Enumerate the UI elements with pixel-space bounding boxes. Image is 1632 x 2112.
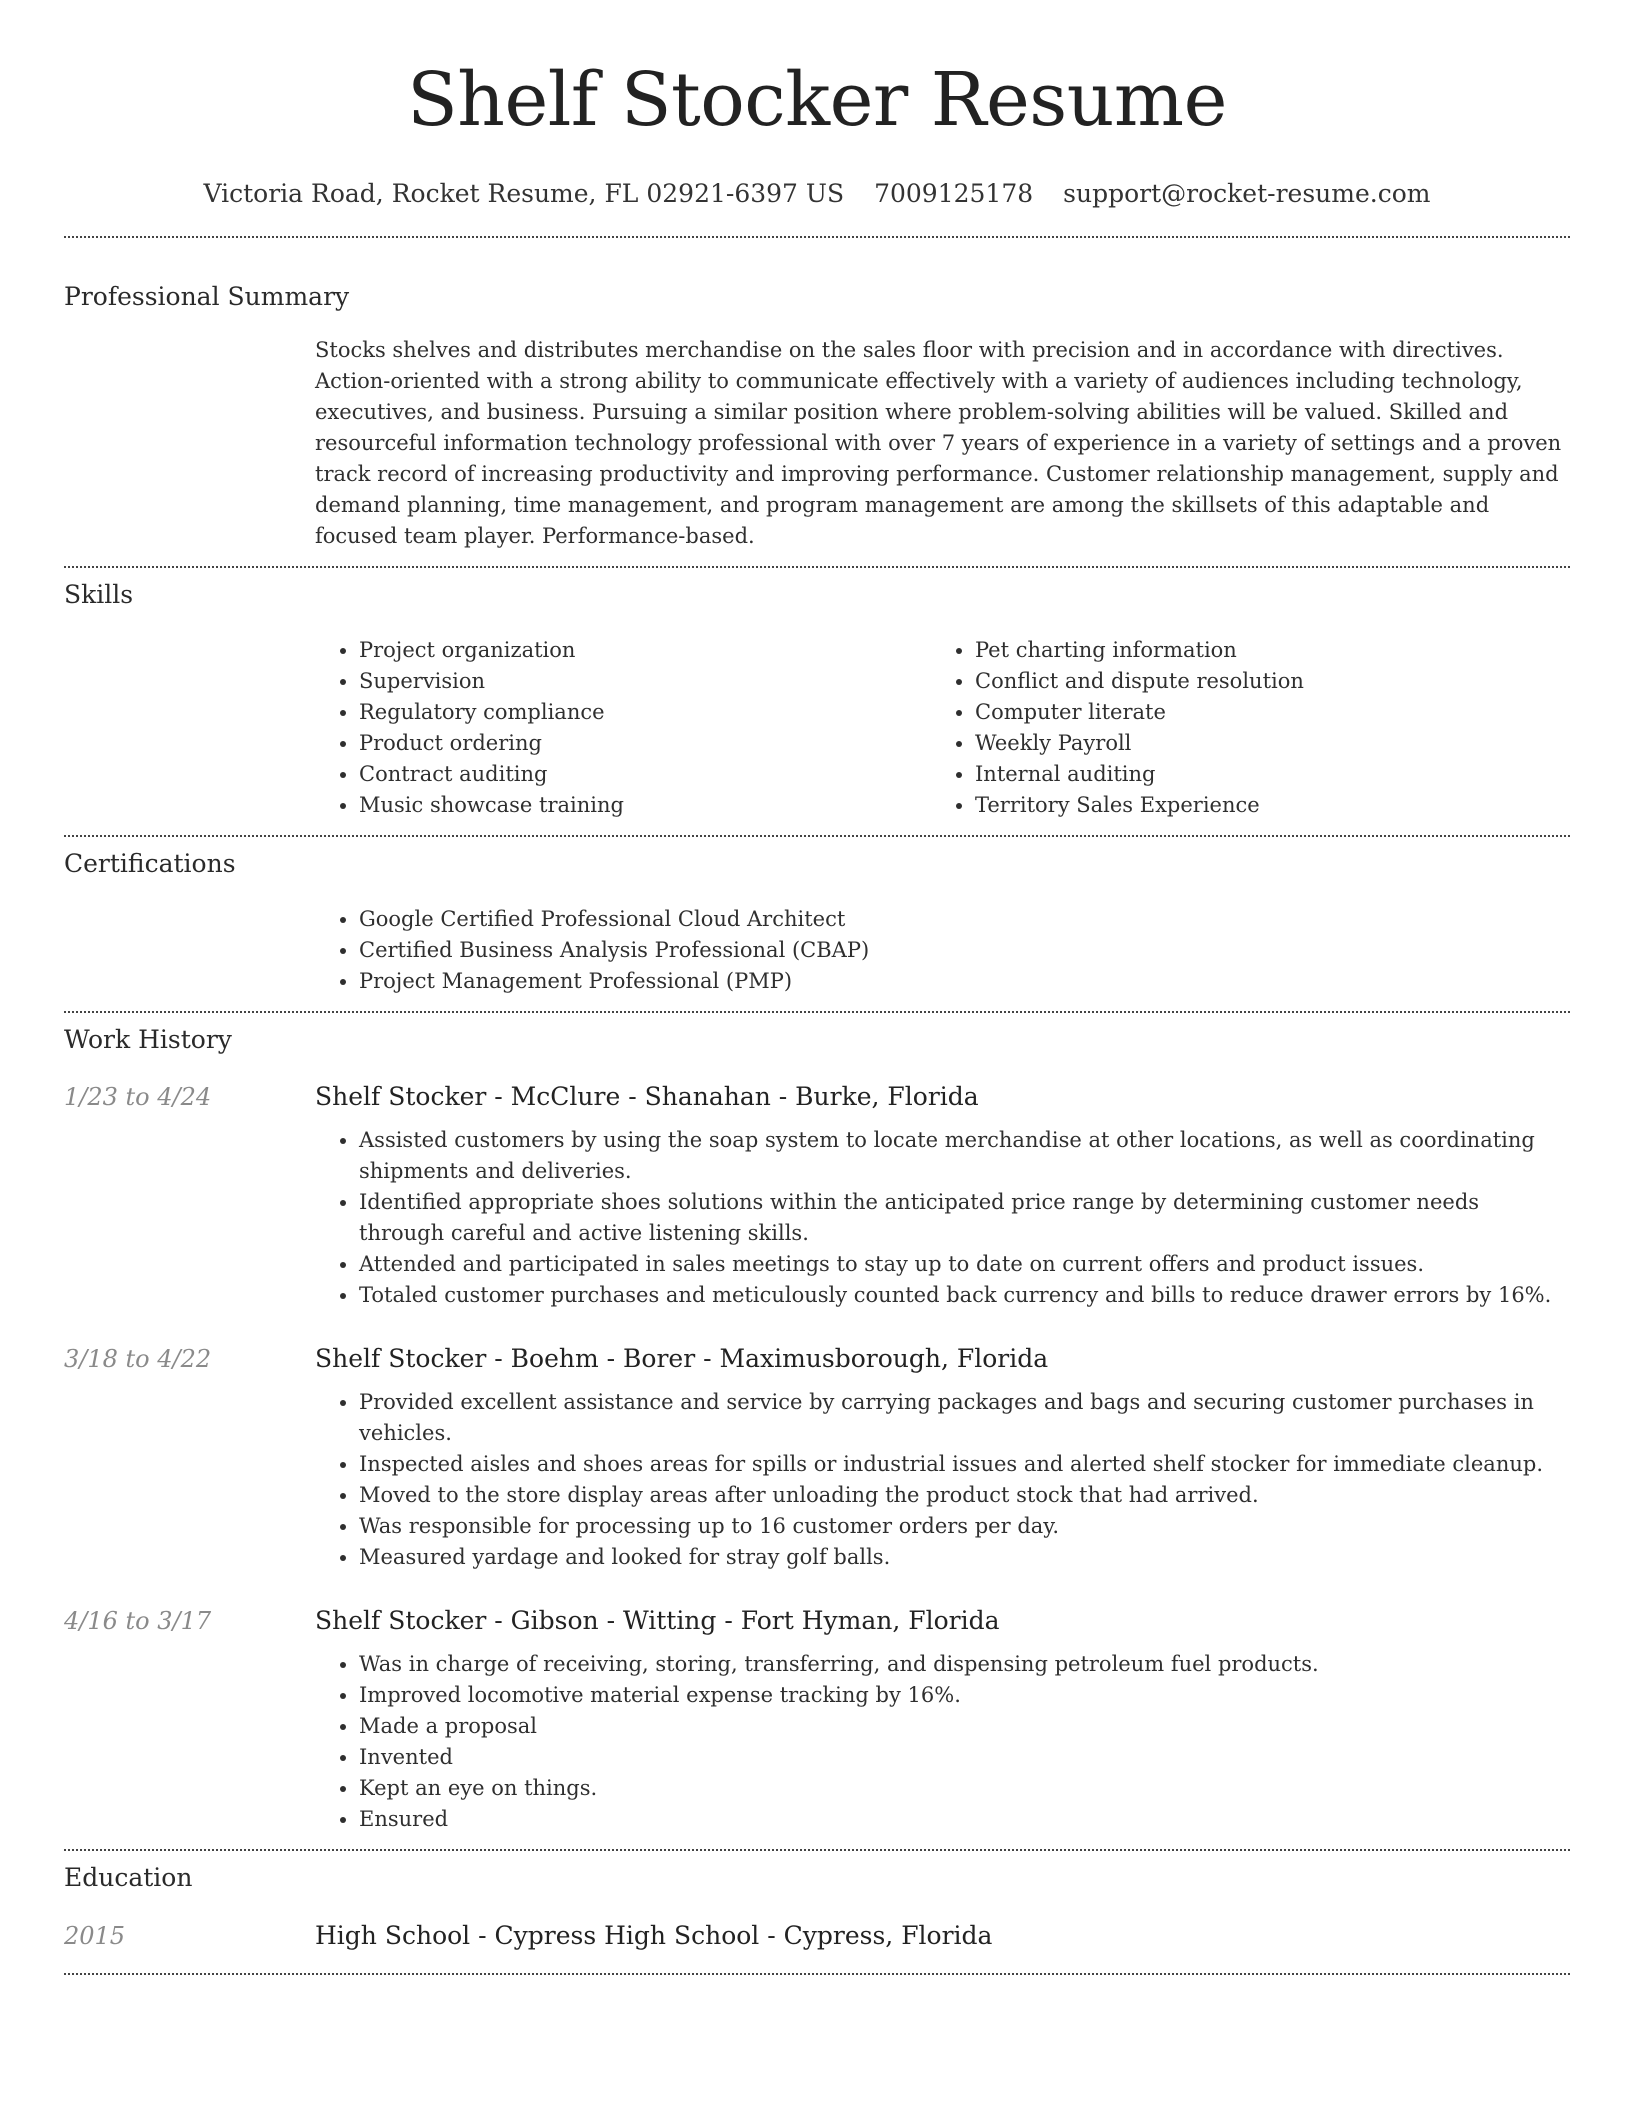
job-duties bbox=[315, 1649, 1570, 1835]
skills-list bbox=[315, 635, 1570, 821]
summary-text: Stocks shelves and distributes merchandise on the sales floor with precision and in accordance with directives. Action-oriented with a strong ability to communicate effectively with a variety of audiences including technology, executives, and business. Pursuing a similar position where problem-solving abilities will be valued. Skilled and resourceful information technology professional with over 7 years of experience in a variety of settings and a proven track record of increasing productivity and improving performance. Customer relationship management, supply and demand planning, time management, and program management are among the skillsets of this adaptable and focused team player. Performance-based. bbox=[315, 338, 1562, 548]
divider bbox=[64, 1849, 1570, 1851]
duty-item: • Ensured bbox=[359, 1804, 1570, 1835]
divider bbox=[64, 236, 1570, 238]
job-dates: 1/23 to 4/24 bbox=[64, 1083, 212, 1111]
certification-item: • Google Certified Professional Cloud Architect bbox=[359, 904, 1570, 935]
skills-column-left bbox=[315, 635, 931, 821]
job-dates: 3/18 to 4/22 bbox=[64, 1345, 212, 1373]
skills-column-right bbox=[931, 635, 1547, 821]
job-title: Shelf Stocker - McClure - Shanahan - Burke, Florida bbox=[315, 1082, 979, 1111]
job-header bbox=[64, 1605, 1570, 1637]
job-entry bbox=[64, 1081, 1570, 1311]
certifications-heading: Certifications bbox=[64, 849, 236, 878]
divider bbox=[64, 1011, 1570, 1013]
divider bbox=[64, 835, 1570, 837]
contact-line bbox=[64, 178, 1570, 210]
skills-heading: Skills bbox=[64, 580, 134, 609]
duty-item: • Was in charge of receiving, storing, transferring, and dispensing petroleum fuel products. bbox=[359, 1649, 1570, 1680]
skill-item: • Conflict and dispute resolution bbox=[975, 666, 1547, 697]
contact-address: Victoria Road, Rocket Resume, FL 02921-6397 US bbox=[203, 179, 845, 208]
contact-phone: 7009125178 bbox=[874, 179, 1034, 208]
certifications-list bbox=[315, 904, 1570, 997]
job-title: Shelf Stocker - Gibson - Witting - Fort Hyman, Florida bbox=[315, 1606, 1000, 1635]
duty-item: • Kept an eye on things. bbox=[359, 1773, 1570, 1804]
job-entry bbox=[64, 1343, 1570, 1573]
job-dates: 4/16 to 3/17 bbox=[64, 1607, 212, 1635]
duty-item: • Was responsible for processing up to 16 customer orders per day. bbox=[359, 1511, 1570, 1542]
duty-item: • Moved to the store display areas after unloading the product stock that had arrived. bbox=[359, 1480, 1570, 1511]
skill-item: • Project organization bbox=[359, 635, 931, 666]
resume-page bbox=[64, 0, 1570, 1975]
skill-item: • Product ordering bbox=[359, 728, 931, 759]
resume-title: Shelf Stocker Resume bbox=[407, 57, 1227, 143]
duty-item: • Invented bbox=[359, 1742, 1570, 1773]
education-entry bbox=[64, 1920, 1570, 1952]
divider bbox=[64, 1973, 1570, 1975]
duty-item: • Totaled customer purchases and meticulously counted back currency and bills to reduce drawer errors by 16%. bbox=[359, 1280, 1570, 1311]
duty-item: • Assisted customers by using the soap system to locate merchandise at other locations, as well as coordinating shipments and deliveries. bbox=[359, 1125, 1570, 1187]
job-entry bbox=[64, 1605, 1570, 1835]
education-school: High School - Cypress High School - Cypress, Florida bbox=[315, 1921, 993, 1950]
skill-item: • Internal auditing bbox=[975, 759, 1547, 790]
summary-heading: Professional Summary bbox=[64, 282, 350, 311]
duty-item: • Improved locomotive material expense tracking by 16%. bbox=[359, 1680, 1570, 1711]
skill-item: • Weekly Payroll bbox=[975, 728, 1547, 759]
skill-item: • Contract auditing bbox=[359, 759, 931, 790]
certification-item: • Certified Business Analysis Professional (CBAP) bbox=[359, 935, 1570, 966]
job-duties bbox=[315, 1387, 1570, 1573]
education-heading: Education bbox=[64, 1863, 193, 1892]
job-duties bbox=[315, 1125, 1570, 1311]
skill-item: • Pet charting information bbox=[975, 635, 1547, 666]
work-history-heading: Work History bbox=[64, 1025, 232, 1054]
skill-item: • Computer literate bbox=[975, 697, 1547, 728]
duty-item: • Attended and participated in sales meetings to stay up to date on current offers and product issues. bbox=[359, 1249, 1570, 1280]
skill-item: • Supervision bbox=[359, 666, 931, 697]
contact-email: support@rocket-resume.com bbox=[1063, 179, 1431, 208]
certification-item: • Project Management Professional (PMP) bbox=[359, 966, 1570, 997]
duty-item: • Identified appropriate shoes solutions within the anticipated price range by determining customer needs through careful and active listening skills. bbox=[359, 1187, 1570, 1249]
duty-item: • Made a proposal bbox=[359, 1711, 1570, 1742]
job-title: Shelf Stocker - Boehm - Borer - Maximusborough, Florida bbox=[315, 1344, 1049, 1373]
skill-item: • Music showcase training bbox=[359, 790, 931, 821]
duty-item: • Inspected aisles and shoes areas for spills or industrial issues and alerted shelf stocker for immediate cleanup. bbox=[359, 1449, 1570, 1480]
duty-item: • Measured yardage and looked for stray golf balls. bbox=[359, 1542, 1570, 1573]
skill-item: • Territory Sales Experience bbox=[975, 790, 1547, 821]
skill-item: • Regulatory compliance bbox=[359, 697, 931, 728]
divider bbox=[64, 566, 1570, 568]
education-year: 2015 bbox=[64, 1922, 126, 1950]
duty-item: • Provided excellent assistance and service by carrying packages and bags and securing customer purchases in vehicles. bbox=[359, 1387, 1570, 1449]
job-header bbox=[64, 1081, 1570, 1113]
job-header bbox=[64, 1343, 1570, 1375]
